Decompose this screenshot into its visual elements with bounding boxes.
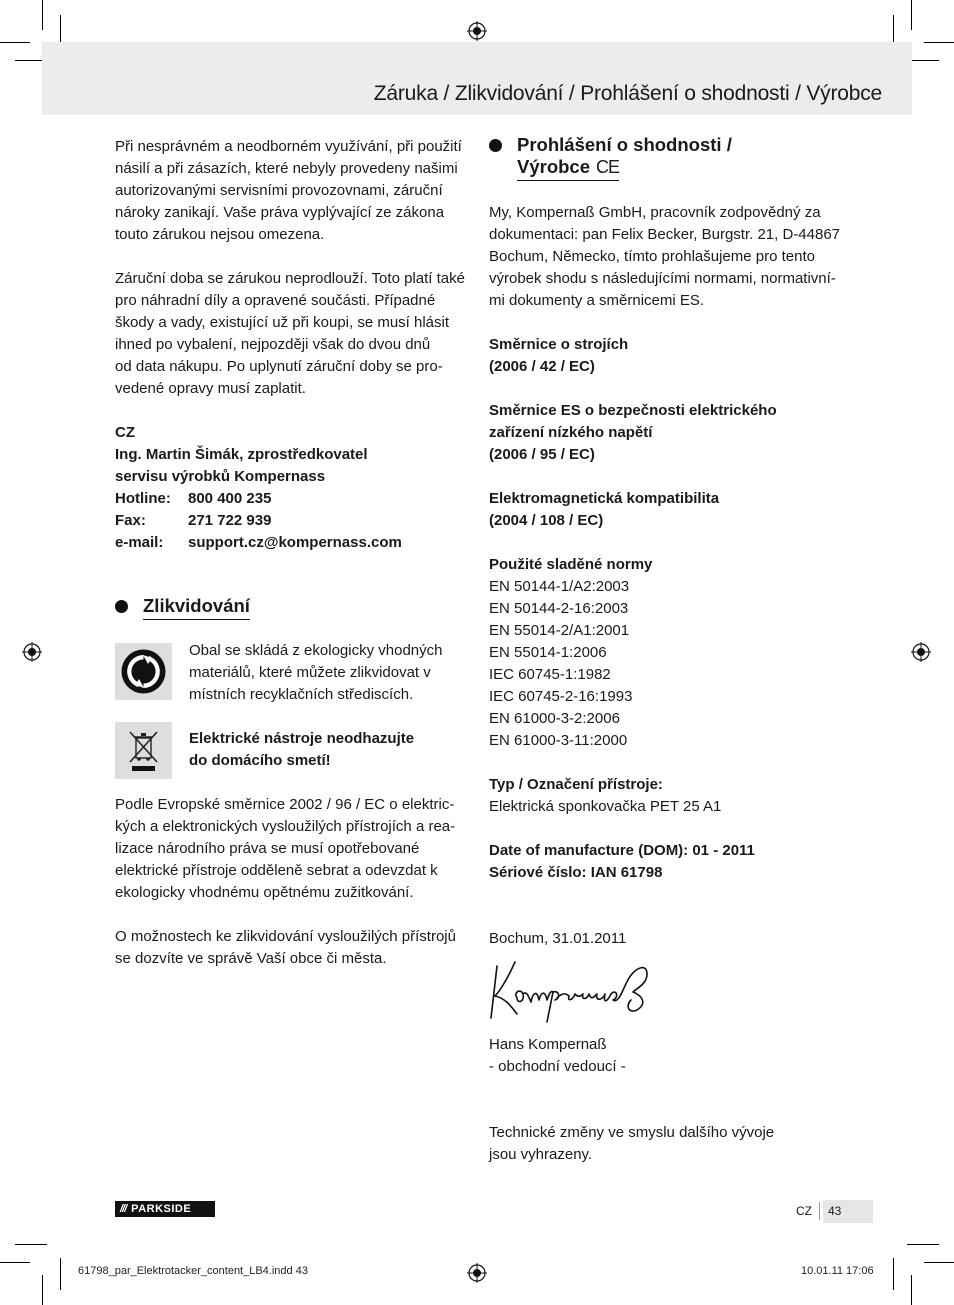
crop-mark (924, 1262, 954, 1263)
warranty-paragraph-1: Při nesprávném a neodborném využívání, při použití násilí a při zásazích, které nebyly provedeny našimi autorizovanými servisními provozovnami, záruční nároky zanikají. Vaše práva vyplývající ze zákona touto zárukou nejsou omezena. (115, 138, 462, 243)
file-info: 61798_par_Elektrotacker_content_LB4.indd 43 (78, 1265, 308, 1277)
footer-divider (819, 1202, 820, 1220)
standard-item: IEC 60745-2-16:1993 (489, 688, 633, 705)
declaration-intro: My, Kompernaß GmbH, pracovník zodpovědný za dokumentaci: pan Felix Becker, Burgstr. 21, D-44867 Bochum, Německo, tímto prohlašujeme pro tento výrobek shodu s následujícími normami, normativní- mi dokumenty a směrnicemi ES. (489, 204, 841, 309)
standard-item: EN 50144-1/A2:2003 (489, 578, 630, 595)
machinery-directive: Směrnice o strojích (2006 / 42 / EC) (489, 336, 629, 375)
weee-bin-icon (115, 722, 172, 779)
registration-mark-icon (467, 1263, 487, 1283)
hotline-row: Hotline: 800 400 235 (115, 488, 467, 510)
emc-directive: Elektromagnetická kompatibilita (2004 / 108 / EC) (489, 490, 720, 529)
crop-mark (911, 0, 912, 30)
disposal-paragraphs (115, 794, 467, 970)
footer-language: CZ (796, 1204, 812, 1218)
crop-mark (907, 1244, 939, 1245)
left-column (115, 136, 467, 554)
fax-row: Fax: 271 722 939 (115, 510, 467, 532)
crop-mark (15, 1244, 47, 1245)
hotline-number: 800 400 235 (188, 490, 272, 507)
disposal-info-paragraph: O možnostech ke zlikvidování vysloužilých přístrojů se dozvíte ve správě Vaší obce či města. (115, 928, 456, 967)
registration-mark-icon (22, 642, 42, 662)
standard-item: IEC 60745-1:1982 (489, 666, 611, 683)
email-address: support.cz@kompernass.com (188, 534, 402, 551)
crop-mark (42, 0, 43, 30)
contact-name-cont: servisu výrobků Kompernass (115, 468, 326, 485)
crop-mark (911, 1275, 912, 1305)
crop-mark (924, 42, 954, 43)
low-voltage-directive: Směrnice ES o bezpečnosti elektrického zařízení nízkého napětí (2006 / 95 / EC) (489, 402, 777, 463)
registration-mark-icon (467, 21, 487, 41)
signature (487, 958, 662, 1023)
serial-number: Sériové číslo: IAN 61798 (489, 864, 663, 881)
service-contact (115, 422, 467, 554)
print-date: 10.01.11 17:06 (801, 1265, 874, 1277)
standard-item: EN 55014-1:2006 (489, 644, 607, 661)
standard-item: EN 55014-2/A1:2001 (489, 622, 630, 639)
signer-name: Hans Kompernaß (489, 1036, 607, 1053)
email-row: e-mail: support.cz@kompernass.com (115, 532, 467, 554)
date-of-manufacture: Date of manufacture (DOM): 01 - 2011 (489, 842, 755, 859)
harmonised-standards: Použité sladěné normy EN 50144-1/A2:2003 EN 50144-2-16:2003 EN 55014-2/A1:2001 EN 55014-1:2006 IEC 60745-1:1982 IEC 60745-2-16:1993 EN 61000-3-2:2006 EN 61000-3-11:2000 (489, 554, 849, 752)
page-title: Záruka / Zlikvidování / Prohlášení o shodnosti / Výrobce (373, 82, 882, 105)
parkside-logo: /// PARKSIDE (115, 1201, 215, 1217)
recycling-icon (115, 643, 172, 700)
weee-directive-paragraph: Podle Evropské směrnice 2002 / 96 / EC o elektric- kých a elektronických vysloužilých přístrojích a rea- lizace národního práva se musí opotřebované elektrické přístroje odděleně sebrat a odevzdat k ekologicky vhodnému opětnému zužitkování. (115, 796, 456, 901)
crop-mark (60, 1258, 61, 1290)
page-number: 43 (828, 1204, 842, 1218)
conformity-heading: Prohlášení o shodnosti / Výrobce CE (489, 134, 849, 181)
right-column (489, 202, 849, 950)
signer-block (489, 1034, 849, 1166)
device-type: Typ / Označení přístroje: Elektrická sponkovačka PET 25 A1 (489, 776, 722, 815)
crop-mark (893, 1258, 894, 1290)
registration-mark-icon (911, 642, 931, 662)
place-date: Bochum, 31.01.2011 (489, 930, 627, 947)
standard-item: EN 61000-3-2:2006 (489, 710, 620, 727)
standard-item: EN 50144-2-16:2003 (489, 600, 629, 617)
signer-title: - obchodní vedoucí - (489, 1058, 626, 1075)
fax-number: 271 722 939 (188, 512, 272, 529)
crop-mark (42, 1275, 43, 1305)
disposal-heading: Zlikvidování (115, 595, 250, 620)
contact-country: CZ (115, 424, 135, 441)
contact-name: Ing. Martin Šimák, zprostředkovatel (115, 446, 368, 463)
bullet-icon (115, 600, 128, 613)
weee-text: Elektrické nástroje neodhazujte do domácího smetí! (189, 730, 415, 769)
logo-stripes-icon: /// (120, 1203, 127, 1215)
technical-changes-note: Technické změny ve smyslu dalšího vývoje jsou vyhrazeny. (489, 1124, 775, 1163)
bullet-icon (489, 139, 502, 152)
crop-mark (0, 42, 30, 43)
recycling-text: Obal se skládá z ekologicky vhodných materiálů, které můžete zlikvidovat v místních recyklačních střediscích. (189, 642, 443, 703)
manufacture-info (489, 840, 849, 884)
warranty-paragraph-2: Záruční doba se zárukou neprodlouží. Toto platí také pro náhradní díly a opravené součásti. Případné škody a vady, existující už při koupi, se musí hlásit ihned po vybalení, nejpozději však do dvou dnů od data nákupu. Po uplynutí záruční doby se pro- vedené opravy musí zaplatit. (115, 270, 465, 397)
crop-mark (0, 1262, 30, 1263)
ce-mark-icon: CE (596, 157, 620, 177)
standard-item: EN 61000-3-11:2000 (489, 732, 628, 749)
